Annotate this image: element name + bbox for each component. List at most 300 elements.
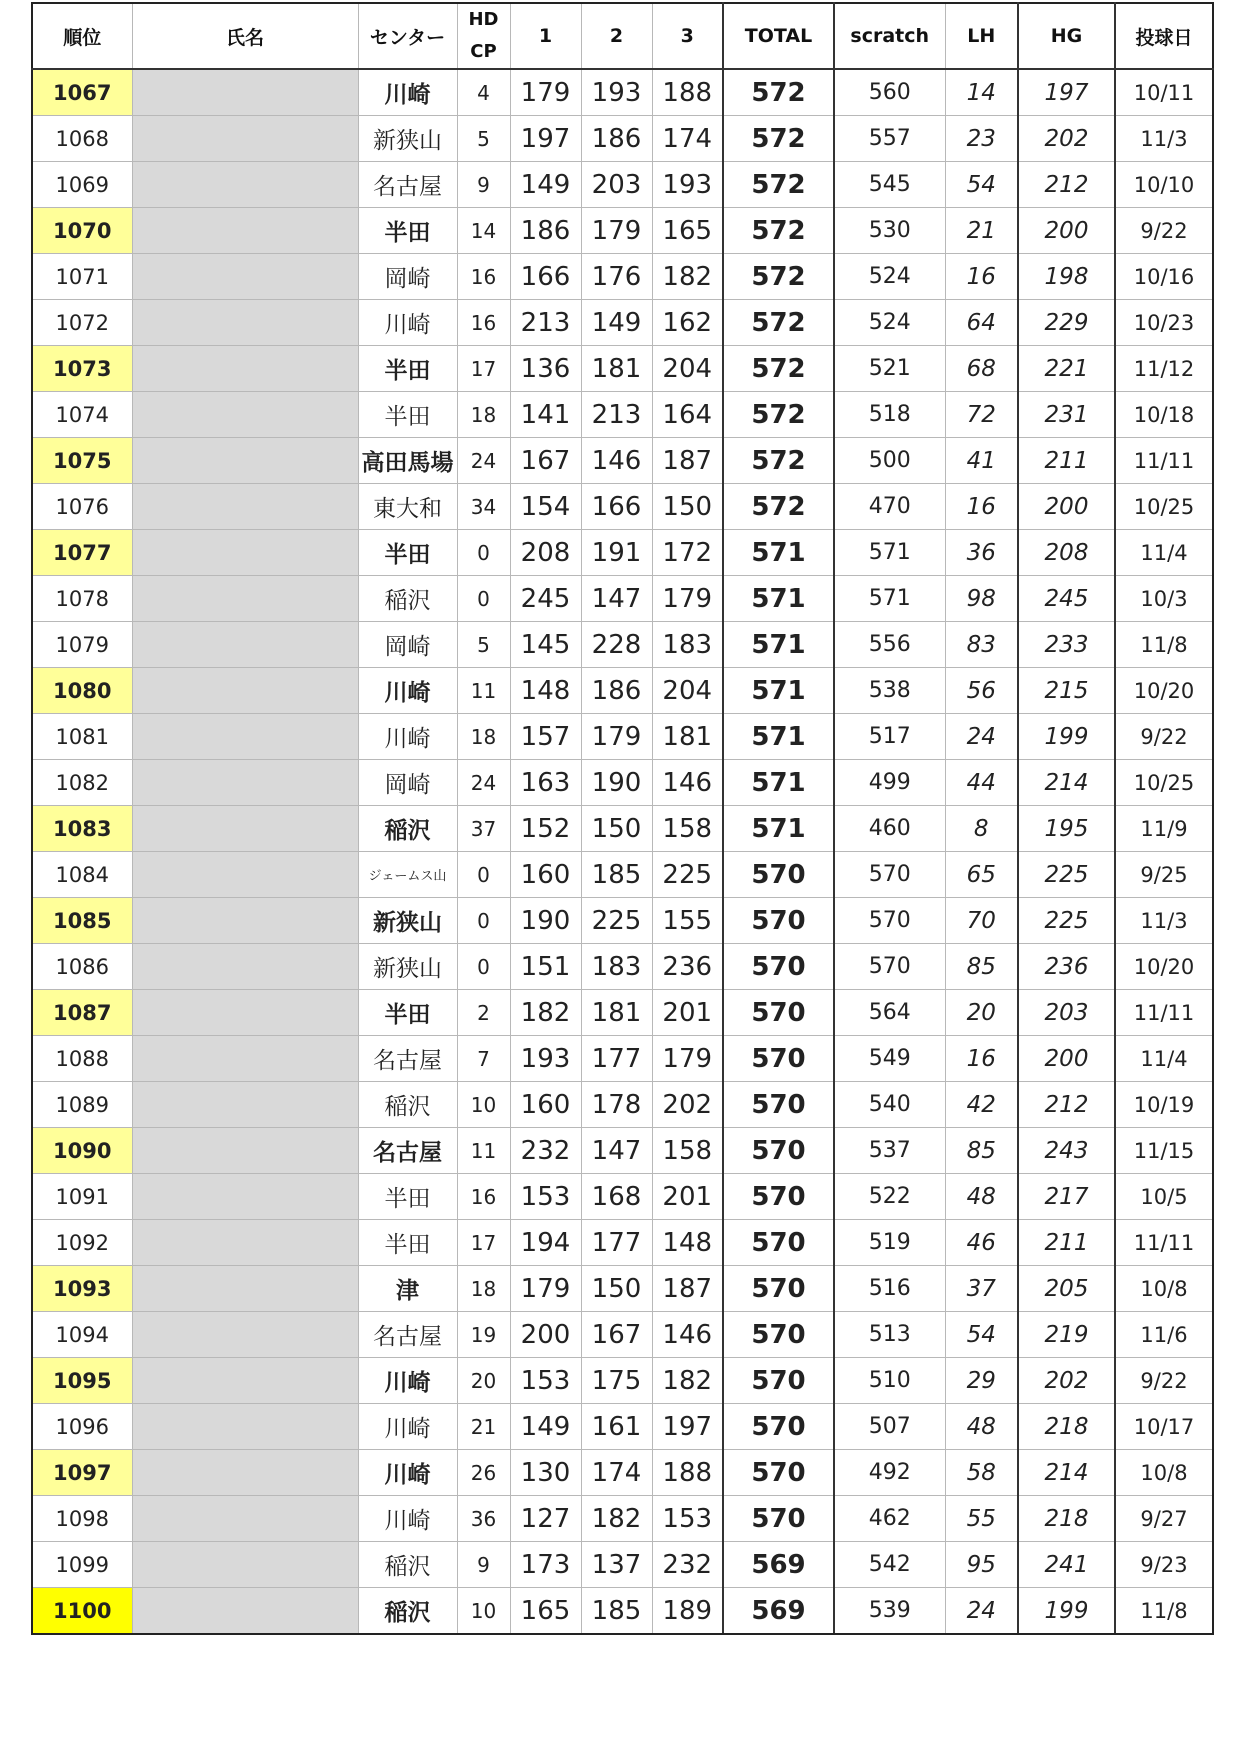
- date-cell: 9/22: [1115, 714, 1213, 760]
- name-cell: [132, 714, 358, 760]
- game1-cell: 194: [510, 1220, 581, 1266]
- game1-cell: 213: [510, 300, 581, 346]
- rank-cell: 1073: [32, 346, 132, 392]
- rank-cell: 1097: [32, 1450, 132, 1496]
- lh-cell: 54: [945, 162, 1018, 208]
- lh-cell: 95: [945, 1542, 1018, 1588]
- hg-cell: 200: [1018, 208, 1115, 254]
- game2-cell: 182: [581, 1496, 652, 1542]
- center-cell: 半田: [358, 530, 457, 576]
- game1-cell: 197: [510, 116, 581, 162]
- date-cell: 10/8: [1115, 1266, 1213, 1312]
- game3-cell: 182: [652, 254, 723, 300]
- game1-cell: 208: [510, 530, 581, 576]
- name-cell: [132, 898, 358, 944]
- table-row: [32, 576, 1213, 622]
- total-cell: 570: [723, 1404, 834, 1450]
- date-cell: 11/11: [1115, 990, 1213, 1036]
- scratch-cell: 537: [834, 1128, 945, 1174]
- name-cell: [132, 1082, 358, 1128]
- game3-cell: 183: [652, 622, 723, 668]
- scratch-cell: 557: [834, 116, 945, 162]
- game3-cell: 225: [652, 852, 723, 898]
- hdcp-cell: 11: [457, 668, 510, 714]
- name-cell: [132, 162, 358, 208]
- scratch-cell: 492: [834, 1450, 945, 1496]
- hdcp-cell: 5: [457, 622, 510, 668]
- scratch-cell: 521: [834, 346, 945, 392]
- hg-cell: 233: [1018, 622, 1115, 668]
- game1-cell: 153: [510, 1174, 581, 1220]
- lh-cell: 36: [945, 530, 1018, 576]
- game2-cell: 176: [581, 254, 652, 300]
- game1-cell: 245: [510, 576, 581, 622]
- game2-cell: 185: [581, 852, 652, 898]
- hdcp-cell: 18: [457, 392, 510, 438]
- total-cell: 572: [723, 116, 834, 162]
- game3-cell: 146: [652, 760, 723, 806]
- scratch-cell: 571: [834, 576, 945, 622]
- name-cell: [132, 1266, 358, 1312]
- game2-cell: 168: [581, 1174, 652, 1220]
- game3-cell: 204: [652, 346, 723, 392]
- center-cell: 新狭山: [358, 898, 457, 944]
- rank-cell: 1096: [32, 1404, 132, 1450]
- date-cell: 11/11: [1115, 438, 1213, 484]
- game3-cell: 179: [652, 1036, 723, 1082]
- lh-cell: 58: [945, 1450, 1018, 1496]
- rank-cell: 1098: [32, 1496, 132, 1542]
- lh-cell: 29: [945, 1358, 1018, 1404]
- game1-cell: 136: [510, 346, 581, 392]
- lh-cell: 56: [945, 668, 1018, 714]
- game1-cell: 166: [510, 254, 581, 300]
- game2-cell: 213: [581, 392, 652, 438]
- lh-cell: 55: [945, 1496, 1018, 1542]
- game1-cell: 141: [510, 392, 581, 438]
- hdcp-cell: 7: [457, 1036, 510, 1082]
- date-cell: 10/10: [1115, 162, 1213, 208]
- total-cell: 572: [723, 346, 834, 392]
- lh-cell: 23: [945, 116, 1018, 162]
- game2-cell: 174: [581, 1450, 652, 1496]
- game3-cell: 174: [652, 116, 723, 162]
- rank-cell: 1088: [32, 1036, 132, 1082]
- game3-cell: 201: [652, 1174, 723, 1220]
- scratch-cell: 530: [834, 208, 945, 254]
- name-cell: [132, 438, 358, 484]
- hdcp-cell: 19: [457, 1312, 510, 1358]
- hdcp-cell: 9: [457, 162, 510, 208]
- table-body: [32, 69, 1213, 1634]
- game1-cell: 157: [510, 714, 581, 760]
- center-cell: 新狭山: [358, 116, 457, 162]
- scratch-cell: 518: [834, 392, 945, 438]
- scratch-cell: 524: [834, 254, 945, 300]
- rank-cell: 1067: [32, 69, 132, 116]
- scratch-cell: 570: [834, 852, 945, 898]
- hg-cell: 214: [1018, 760, 1115, 806]
- total-cell: 572: [723, 208, 834, 254]
- name-cell: [132, 852, 358, 898]
- game2-cell: 181: [581, 990, 652, 1036]
- hdcp-cell: 4: [457, 69, 510, 116]
- lh-cell: 16: [945, 1036, 1018, 1082]
- date-cell: 10/25: [1115, 760, 1213, 806]
- game2-cell: 185: [581, 1588, 652, 1635]
- hdcp-cell: 21: [457, 1404, 510, 1450]
- total-cell: 570: [723, 1312, 834, 1358]
- name-cell: [132, 668, 358, 714]
- game2-cell: 175: [581, 1358, 652, 1404]
- scratch-cell: 522: [834, 1174, 945, 1220]
- name-cell: [132, 990, 358, 1036]
- scratch-cell: 556: [834, 622, 945, 668]
- game1-cell: 127: [510, 1496, 581, 1542]
- name-cell: [132, 944, 358, 990]
- name-cell: [132, 116, 358, 162]
- rank-cell: 1084: [32, 852, 132, 898]
- center-cell: 名古屋: [358, 1036, 457, 1082]
- center-cell: 川崎: [358, 1404, 457, 1450]
- scratch-cell: 510: [834, 1358, 945, 1404]
- table-row: [32, 668, 1213, 714]
- center-cell: 稲沢: [358, 576, 457, 622]
- hg-cell: 200: [1018, 1036, 1115, 1082]
- date-cell: 11/15: [1115, 1128, 1213, 1174]
- rank-cell: 1091: [32, 1174, 132, 1220]
- rank-cell: 1082: [32, 760, 132, 806]
- game3-cell: 148: [652, 1220, 723, 1266]
- lh-cell: 24: [945, 1588, 1018, 1635]
- rank-cell: 1077: [32, 530, 132, 576]
- lh-cell: 85: [945, 1128, 1018, 1174]
- game2-cell: 186: [581, 668, 652, 714]
- center-cell: 稲沢: [358, 1588, 457, 1635]
- scratch-cell: 470: [834, 484, 945, 530]
- total-cell: 572: [723, 254, 834, 300]
- table-row: [32, 208, 1213, 254]
- hg-cell: 221: [1018, 346, 1115, 392]
- date-cell: 10/20: [1115, 668, 1213, 714]
- table-row: [32, 346, 1213, 392]
- game3-cell: 188: [652, 1450, 723, 1496]
- game1-cell: 200: [510, 1312, 581, 1358]
- hg-cell: 218: [1018, 1404, 1115, 1450]
- lh-cell: 37: [945, 1266, 1018, 1312]
- total-cell: 570: [723, 1266, 834, 1312]
- rank-cell: 1090: [32, 1128, 132, 1174]
- rank-cell: 1076: [32, 484, 132, 530]
- col-header-center: センター: [358, 3, 457, 69]
- table-row: [32, 300, 1213, 346]
- game3-cell: 201: [652, 990, 723, 1036]
- rank-cell: 1079: [32, 622, 132, 668]
- total-cell: 572: [723, 484, 834, 530]
- game1-cell: 173: [510, 1542, 581, 1588]
- date-cell: 11/4: [1115, 530, 1213, 576]
- game1-cell: 130: [510, 1450, 581, 1496]
- game3-cell: 155: [652, 898, 723, 944]
- table-row: [32, 530, 1213, 576]
- total-cell: 570: [723, 944, 834, 990]
- game3-cell: 146: [652, 1312, 723, 1358]
- table-row: [32, 1542, 1213, 1588]
- hdcp-cell: 16: [457, 1174, 510, 1220]
- scratch-cell: 540: [834, 1082, 945, 1128]
- date-cell: 11/8: [1115, 1588, 1213, 1635]
- name-cell: [132, 806, 358, 852]
- rank-cell: 1087: [32, 990, 132, 1036]
- hdcp-cell: 18: [457, 714, 510, 760]
- lh-cell: 21: [945, 208, 1018, 254]
- table-row: [32, 898, 1213, 944]
- col-header-game3: 3: [652, 3, 723, 69]
- rank-cell: 1094: [32, 1312, 132, 1358]
- game3-cell: 158: [652, 1128, 723, 1174]
- col-header-date: 投球日: [1115, 3, 1213, 69]
- hdcp-cell: 2: [457, 990, 510, 1036]
- scratch-cell: 545: [834, 162, 945, 208]
- name-cell: [132, 484, 358, 530]
- hdcp-cell: 5: [457, 116, 510, 162]
- name-cell: [132, 1450, 358, 1496]
- hdcp-cell: 16: [457, 254, 510, 300]
- name-cell: [132, 346, 358, 392]
- date-cell: 9/25: [1115, 852, 1213, 898]
- total-cell: 570: [723, 1082, 834, 1128]
- hg-cell: 212: [1018, 162, 1115, 208]
- game2-cell: 190: [581, 760, 652, 806]
- table-row: [32, 1220, 1213, 1266]
- total-cell: 570: [723, 852, 834, 898]
- hg-cell: 236: [1018, 944, 1115, 990]
- date-cell: 10/11: [1115, 69, 1213, 116]
- hdcp-cell: 9: [457, 1542, 510, 1588]
- col-header-total: TOTAL: [723, 3, 834, 69]
- name-cell: [132, 1496, 358, 1542]
- game1-cell: 149: [510, 1404, 581, 1450]
- date-cell: 10/25: [1115, 484, 1213, 530]
- lh-cell: 98: [945, 576, 1018, 622]
- table-row: [32, 162, 1213, 208]
- total-cell: 572: [723, 162, 834, 208]
- game3-cell: 236: [652, 944, 723, 990]
- game1-cell: 163: [510, 760, 581, 806]
- scratch-cell: 549: [834, 1036, 945, 1082]
- hg-cell: 215: [1018, 668, 1115, 714]
- scratch-cell: 513: [834, 1312, 945, 1358]
- date-cell: 10/19: [1115, 1082, 1213, 1128]
- hg-cell: 218: [1018, 1496, 1115, 1542]
- hg-cell: 212: [1018, 1082, 1115, 1128]
- lh-cell: 24: [945, 714, 1018, 760]
- center-cell: 稲沢: [358, 806, 457, 852]
- date-cell: 11/6: [1115, 1312, 1213, 1358]
- table-row: [32, 944, 1213, 990]
- game1-cell: 153: [510, 1358, 581, 1404]
- name-cell: [132, 1404, 358, 1450]
- game3-cell: 189: [652, 1588, 723, 1635]
- game1-cell: 182: [510, 990, 581, 1036]
- game3-cell: 187: [652, 1266, 723, 1312]
- center-cell: 半田: [358, 208, 457, 254]
- name-cell: [132, 1542, 358, 1588]
- total-cell: 570: [723, 990, 834, 1036]
- game3-cell: 182: [652, 1358, 723, 1404]
- game1-cell: 179: [510, 69, 581, 116]
- hdcp-cell: 10: [457, 1082, 510, 1128]
- scratch-cell: 519: [834, 1220, 945, 1266]
- scratch-cell: 517: [834, 714, 945, 760]
- lh-cell: 64: [945, 300, 1018, 346]
- col-header-name: 氏名: [132, 3, 358, 69]
- hg-cell: 205: [1018, 1266, 1115, 1312]
- lh-cell: 70: [945, 898, 1018, 944]
- hdcp-cell: 17: [457, 1220, 510, 1266]
- col-header-scratch: scratch: [834, 3, 945, 69]
- game3-cell: 153: [652, 1496, 723, 1542]
- hg-cell: 199: [1018, 714, 1115, 760]
- game2-cell: 193: [581, 69, 652, 116]
- scratch-cell: 507: [834, 1404, 945, 1450]
- game2-cell: 191: [581, 530, 652, 576]
- game1-cell: 152: [510, 806, 581, 852]
- game3-cell: 162: [652, 300, 723, 346]
- lh-cell: 46: [945, 1220, 1018, 1266]
- scratch-cell: 542: [834, 1542, 945, 1588]
- scratch-cell: 524: [834, 300, 945, 346]
- table-row: [32, 116, 1213, 162]
- date-cell: 10/17: [1115, 1404, 1213, 1450]
- hg-cell: 195: [1018, 806, 1115, 852]
- game1-cell: 193: [510, 1036, 581, 1082]
- lh-cell: 48: [945, 1404, 1018, 1450]
- game3-cell: 232: [652, 1542, 723, 1588]
- total-cell: 570: [723, 1358, 834, 1404]
- scratch-cell: 538: [834, 668, 945, 714]
- lh-cell: 44: [945, 760, 1018, 806]
- hg-cell: 245: [1018, 576, 1115, 622]
- center-cell: 名古屋: [358, 1312, 457, 1358]
- center-cell: 川崎: [358, 300, 457, 346]
- lh-cell: 68: [945, 346, 1018, 392]
- scratch-cell: 499: [834, 760, 945, 806]
- rank-cell: 1081: [32, 714, 132, 760]
- scratch-cell: 564: [834, 990, 945, 1036]
- table-row: [32, 1496, 1213, 1542]
- lh-cell: 54: [945, 1312, 1018, 1358]
- table-row: [32, 1174, 1213, 1220]
- name-cell: [132, 1128, 358, 1174]
- date-cell: 9/23: [1115, 1542, 1213, 1588]
- total-cell: 570: [723, 1450, 834, 1496]
- center-cell: 稲沢: [358, 1542, 457, 1588]
- table-row: [32, 1128, 1213, 1174]
- center-cell: 川崎: [358, 714, 457, 760]
- hg-cell: 211: [1018, 1220, 1115, 1266]
- col-header-game2: 2: [581, 3, 652, 69]
- total-cell: 572: [723, 69, 834, 116]
- game3-cell: 165: [652, 208, 723, 254]
- table-row: [32, 760, 1213, 806]
- date-cell: 11/11: [1115, 1220, 1213, 1266]
- hg-cell: 208: [1018, 530, 1115, 576]
- game1-cell: 149: [510, 162, 581, 208]
- game3-cell: 204: [652, 668, 723, 714]
- hdcp-cell: 0: [457, 852, 510, 898]
- game2-cell: 183: [581, 944, 652, 990]
- game1-cell: 167: [510, 438, 581, 484]
- center-cell: 新狭山: [358, 944, 457, 990]
- hdcp-cell: 0: [457, 530, 510, 576]
- total-cell: 572: [723, 438, 834, 484]
- hg-cell: 243: [1018, 1128, 1115, 1174]
- lh-cell: 42: [945, 1082, 1018, 1128]
- rank-cell: 1072: [32, 300, 132, 346]
- ranking-table: [31, 2, 1214, 1635]
- total-cell: 569: [723, 1588, 834, 1635]
- name-cell: [132, 254, 358, 300]
- hg-cell: 217: [1018, 1174, 1115, 1220]
- date-cell: 11/12: [1115, 346, 1213, 392]
- table-row: [32, 484, 1213, 530]
- name-cell: [132, 1358, 358, 1404]
- lh-cell: 83: [945, 622, 1018, 668]
- col-header-hdcp-line2: CP: [470, 41, 497, 62]
- scratch-cell: 500: [834, 438, 945, 484]
- scratch-cell: 560: [834, 69, 945, 116]
- game2-cell: 179: [581, 208, 652, 254]
- game2-cell: 147: [581, 576, 652, 622]
- center-cell: 名古屋: [358, 1128, 457, 1174]
- date-cell: 11/8: [1115, 622, 1213, 668]
- game1-cell: 145: [510, 622, 581, 668]
- name-cell: [132, 300, 358, 346]
- col-header-hdcp-line1: HD: [468, 9, 499, 30]
- game2-cell: 177: [581, 1220, 652, 1266]
- rank-cell: 1085: [32, 898, 132, 944]
- scratch-cell: 516: [834, 1266, 945, 1312]
- game3-cell: 150: [652, 484, 723, 530]
- hg-cell: 200: [1018, 484, 1115, 530]
- date-cell: 11/4: [1115, 1036, 1213, 1082]
- center-cell: 川崎: [358, 69, 457, 116]
- game2-cell: 137: [581, 1542, 652, 1588]
- name-cell: [132, 1174, 358, 1220]
- game3-cell: 187: [652, 438, 723, 484]
- center-cell: 半田: [358, 346, 457, 392]
- date-cell: 10/16: [1115, 254, 1213, 300]
- lh-cell: 20: [945, 990, 1018, 1036]
- total-cell: 571: [723, 806, 834, 852]
- game1-cell: 151: [510, 944, 581, 990]
- total-cell: 572: [723, 392, 834, 438]
- lh-cell: 8: [945, 806, 1018, 852]
- scratch-cell: 460: [834, 806, 945, 852]
- table-row: [32, 1450, 1213, 1496]
- scratch-cell: 571: [834, 530, 945, 576]
- date-cell: 10/5: [1115, 1174, 1213, 1220]
- total-cell: 571: [723, 714, 834, 760]
- center-cell: ジェームス山: [358, 852, 457, 898]
- table-row: [32, 806, 1213, 852]
- table-row: [32, 1588, 1213, 1635]
- table-row: [32, 1266, 1213, 1312]
- hg-cell: 197: [1018, 69, 1115, 116]
- table-row: [32, 254, 1213, 300]
- name-cell: [132, 1220, 358, 1266]
